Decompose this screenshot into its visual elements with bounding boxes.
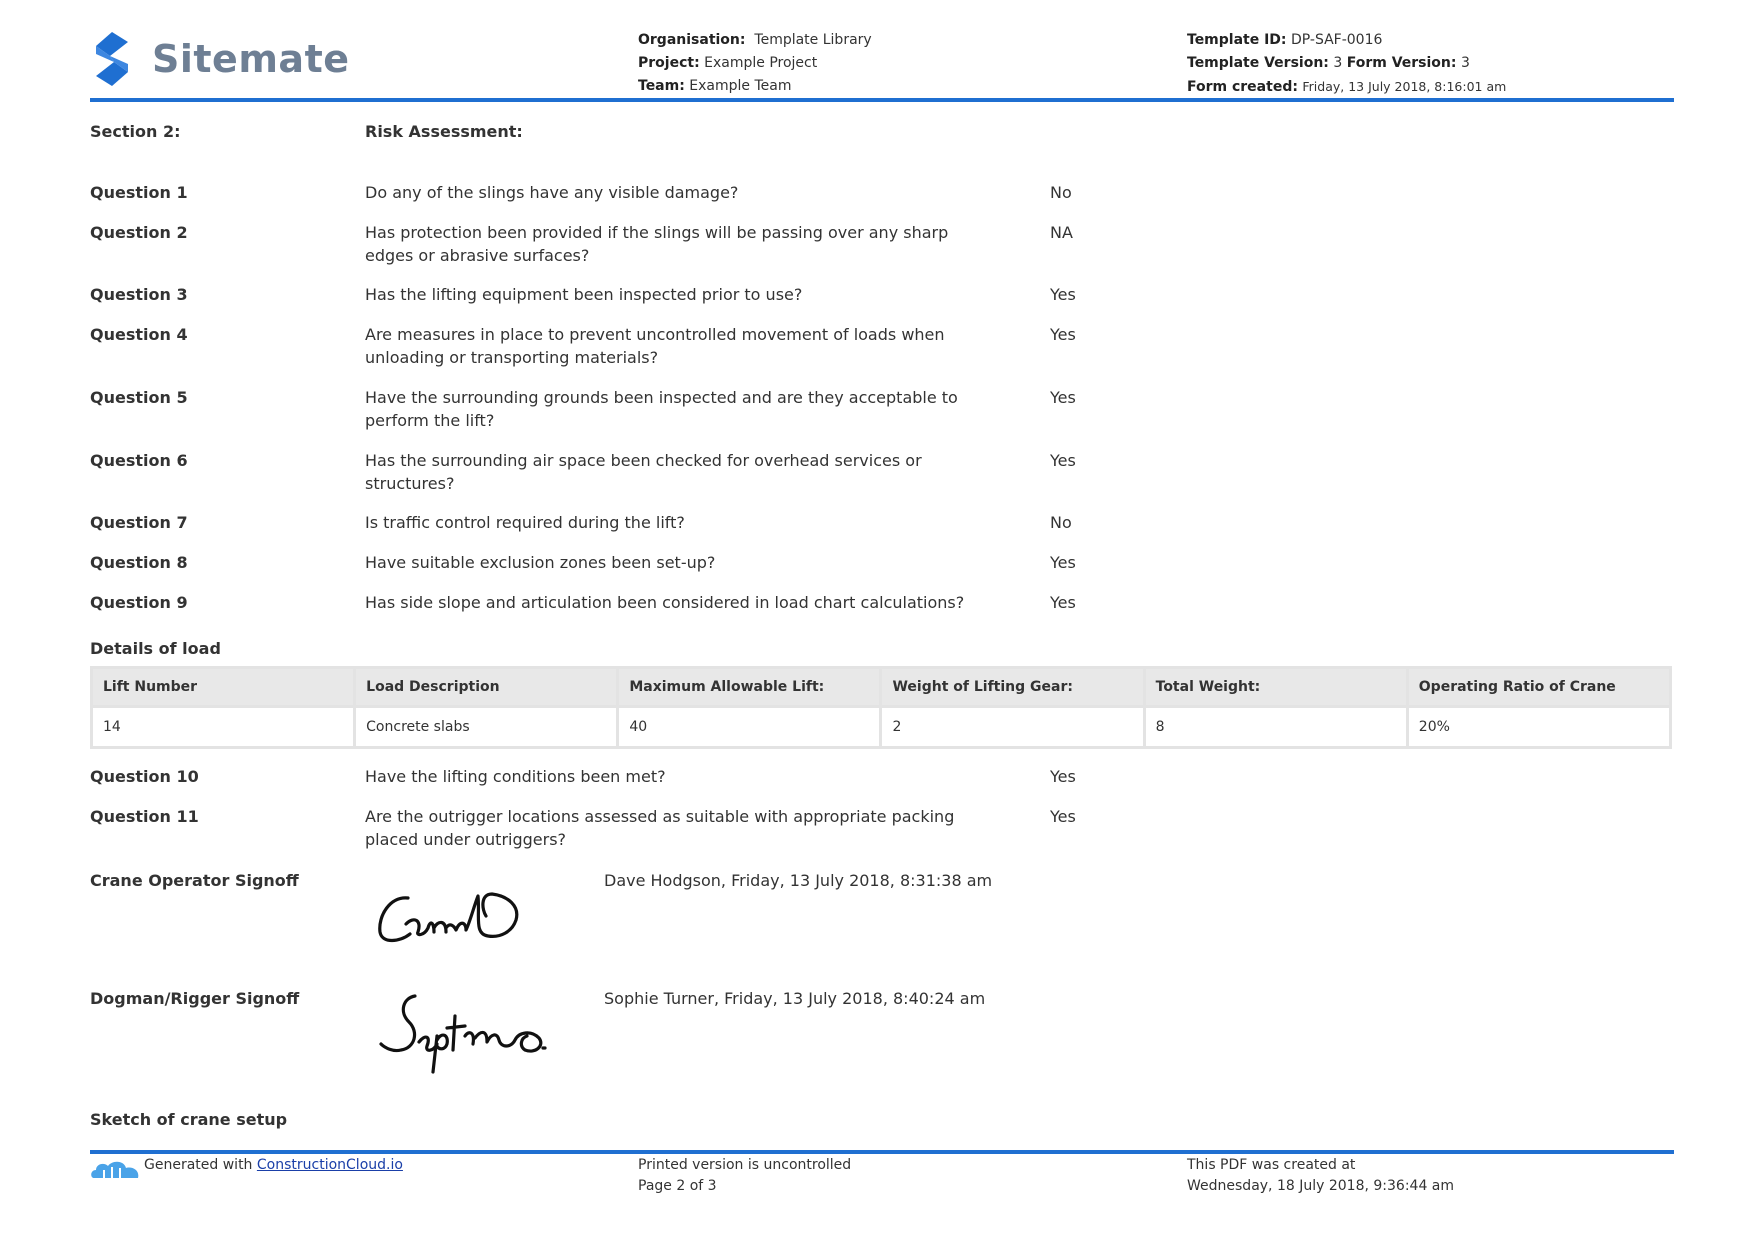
sketch-title: Sketch of crane setup bbox=[90, 1110, 288, 1129]
question-answer: Yes bbox=[1050, 553, 1076, 572]
question-label: Question 6 bbox=[90, 451, 188, 470]
question-label: Question 3 bbox=[90, 285, 188, 304]
question-text: Are the outrigger locations assessed as suitable with appropriate packing placed under outriggers? bbox=[365, 807, 955, 849]
footer-generated bbox=[144, 1155, 403, 1176]
team-value: Example Team bbox=[689, 78, 792, 94]
question-text: Have the surrounding grounds been inspected and are they acceptable to perform the lift? bbox=[365, 388, 958, 430]
table-header-cell: Lift Number bbox=[92, 668, 355, 707]
question-answer: Yes bbox=[1050, 285, 1076, 304]
question-answer: Yes bbox=[1050, 593, 1076, 612]
question-answer: No bbox=[1050, 513, 1072, 532]
question-label: Question 9 bbox=[90, 593, 188, 612]
question-text: Have suitable exclusion zones been set-up? bbox=[365, 553, 716, 572]
organisation-label: Organisation: bbox=[638, 32, 746, 48]
question-answer: Yes bbox=[1050, 388, 1076, 407]
question-text: Has the surrounding air space been checked for overhead services or structures? bbox=[365, 451, 922, 493]
header-template-block bbox=[1187, 29, 1506, 99]
sitemate-logo bbox=[90, 28, 350, 90]
question-label: Question 8 bbox=[90, 553, 188, 572]
table-cell: 20% bbox=[1407, 707, 1670, 748]
question-text: Are measures in place to prevent uncontrolled movement of loads when unloading or transporting materials? bbox=[365, 325, 945, 367]
crane-operator-signoff-info: Dave Hodgson, Friday, 13 July 2018, 8:31:38 am bbox=[604, 871, 993, 890]
footer-created-info bbox=[1187, 1155, 1454, 1197]
header-org-block bbox=[638, 29, 872, 98]
template-version-value: 3 bbox=[1333, 55, 1343, 71]
form-created-value: Friday, 13 July 2018, 8:16:01 am bbox=[1302, 79, 1507, 94]
template-version-label: Template Version: bbox=[1187, 55, 1329, 71]
form-version-label: Form Version: bbox=[1346, 55, 1457, 71]
organisation-value: Template Library bbox=[754, 32, 872, 48]
table-cell: 8 bbox=[1144, 707, 1407, 748]
team-label: Team: bbox=[638, 78, 685, 94]
question-answer: No bbox=[1050, 183, 1072, 202]
footer-generated-prefix: Generated with bbox=[144, 1157, 253, 1173]
question-text: Have the lifting conditions been met? bbox=[365, 767, 666, 786]
template-id-value: DP-SAF-0016 bbox=[1290, 32, 1383, 48]
question-label: Question 5 bbox=[90, 388, 188, 407]
footer-uncontrolled: Printed version is uncontrolled bbox=[638, 1157, 852, 1173]
form-created-label: Form created: bbox=[1187, 79, 1298, 95]
footer-print-info bbox=[638, 1155, 851, 1197]
table-header-cell: Operating Ratio of Crane bbox=[1407, 668, 1670, 707]
footer-created-line2: Wednesday, 18 July 2018, 9:36:44 am bbox=[1187, 1178, 1455, 1194]
table-cell: 14 bbox=[92, 707, 355, 748]
footer-page-number: Page 2 of 3 bbox=[638, 1178, 717, 1194]
dogman-rigger-signature bbox=[375, 988, 565, 1082]
load-details-table bbox=[90, 666, 1672, 749]
table-cell: Concrete slabs bbox=[355, 707, 618, 748]
construction-cloud-link[interactable]: ConstructionCloud.io bbox=[256, 1157, 403, 1173]
table-header-row bbox=[92, 668, 1671, 707]
project-label: Project: bbox=[638, 55, 700, 71]
construction-cloud-icon bbox=[90, 1158, 142, 1184]
header-divider bbox=[90, 98, 1674, 102]
question-answer: Yes bbox=[1050, 767, 1076, 786]
form-version-value: 3 bbox=[1460, 55, 1470, 71]
table-header-cell: Weight of Lifting Gear: bbox=[881, 668, 1144, 707]
question-text: Do any of the slings have any visible damage? bbox=[365, 183, 739, 202]
table-header-cell: Total Weight: bbox=[1144, 668, 1407, 707]
question-answer: NA bbox=[1050, 223, 1073, 242]
question-answer: Yes bbox=[1050, 451, 1076, 470]
question-label: Question 1 bbox=[90, 183, 188, 202]
question-answer: Yes bbox=[1050, 807, 1076, 826]
table-row bbox=[92, 707, 1671, 748]
question-text: Has the lifting equipment been inspected prior to use? bbox=[365, 285, 803, 304]
dogman-rigger-signoff-info: Sophie Turner, Friday, 13 July 2018, 8:40:24 am bbox=[604, 989, 986, 1008]
table-cell: 40 bbox=[618, 707, 881, 748]
question-text: Has protection been provided if the slings will be passing over any sharp edges or abrasive surfaces? bbox=[365, 223, 949, 265]
table-cell: 2 bbox=[881, 707, 1144, 748]
table-header-cell: Load Description bbox=[355, 668, 618, 707]
load-details-title: Details of load bbox=[90, 639, 221, 658]
question-answer: Yes bbox=[1050, 325, 1076, 344]
project-value: Example Project bbox=[704, 55, 818, 71]
table-header-cell: Maximum Allowable Lift: bbox=[618, 668, 881, 707]
sitemate-logo-icon bbox=[90, 30, 134, 88]
question-label: Question 4 bbox=[90, 325, 188, 344]
dogman-rigger-signoff-label: Dogman/Rigger Signoff bbox=[90, 989, 300, 1008]
question-label: Question 2 bbox=[90, 223, 188, 242]
logo-text: Sitemate bbox=[152, 37, 350, 81]
question-label: Question 10 bbox=[90, 767, 199, 786]
question-label: Question 11 bbox=[90, 807, 199, 826]
footer-divider bbox=[90, 1150, 1674, 1154]
section-title: Risk Assessment: bbox=[365, 122, 523, 141]
question-text: Is traffic control required during the lift? bbox=[365, 513, 685, 532]
footer-created-line1: This PDF was created at bbox=[1187, 1157, 1356, 1173]
section-label: Section 2: bbox=[90, 122, 181, 141]
question-label: Question 7 bbox=[90, 513, 188, 532]
template-id-label: Template ID: bbox=[1187, 32, 1287, 48]
question-text: Has side slope and articulation been considered in load chart calculations? bbox=[365, 593, 965, 612]
crane-operator-signature bbox=[370, 876, 550, 960]
crane-operator-signoff-label: Crane Operator Signoff bbox=[90, 871, 299, 890]
